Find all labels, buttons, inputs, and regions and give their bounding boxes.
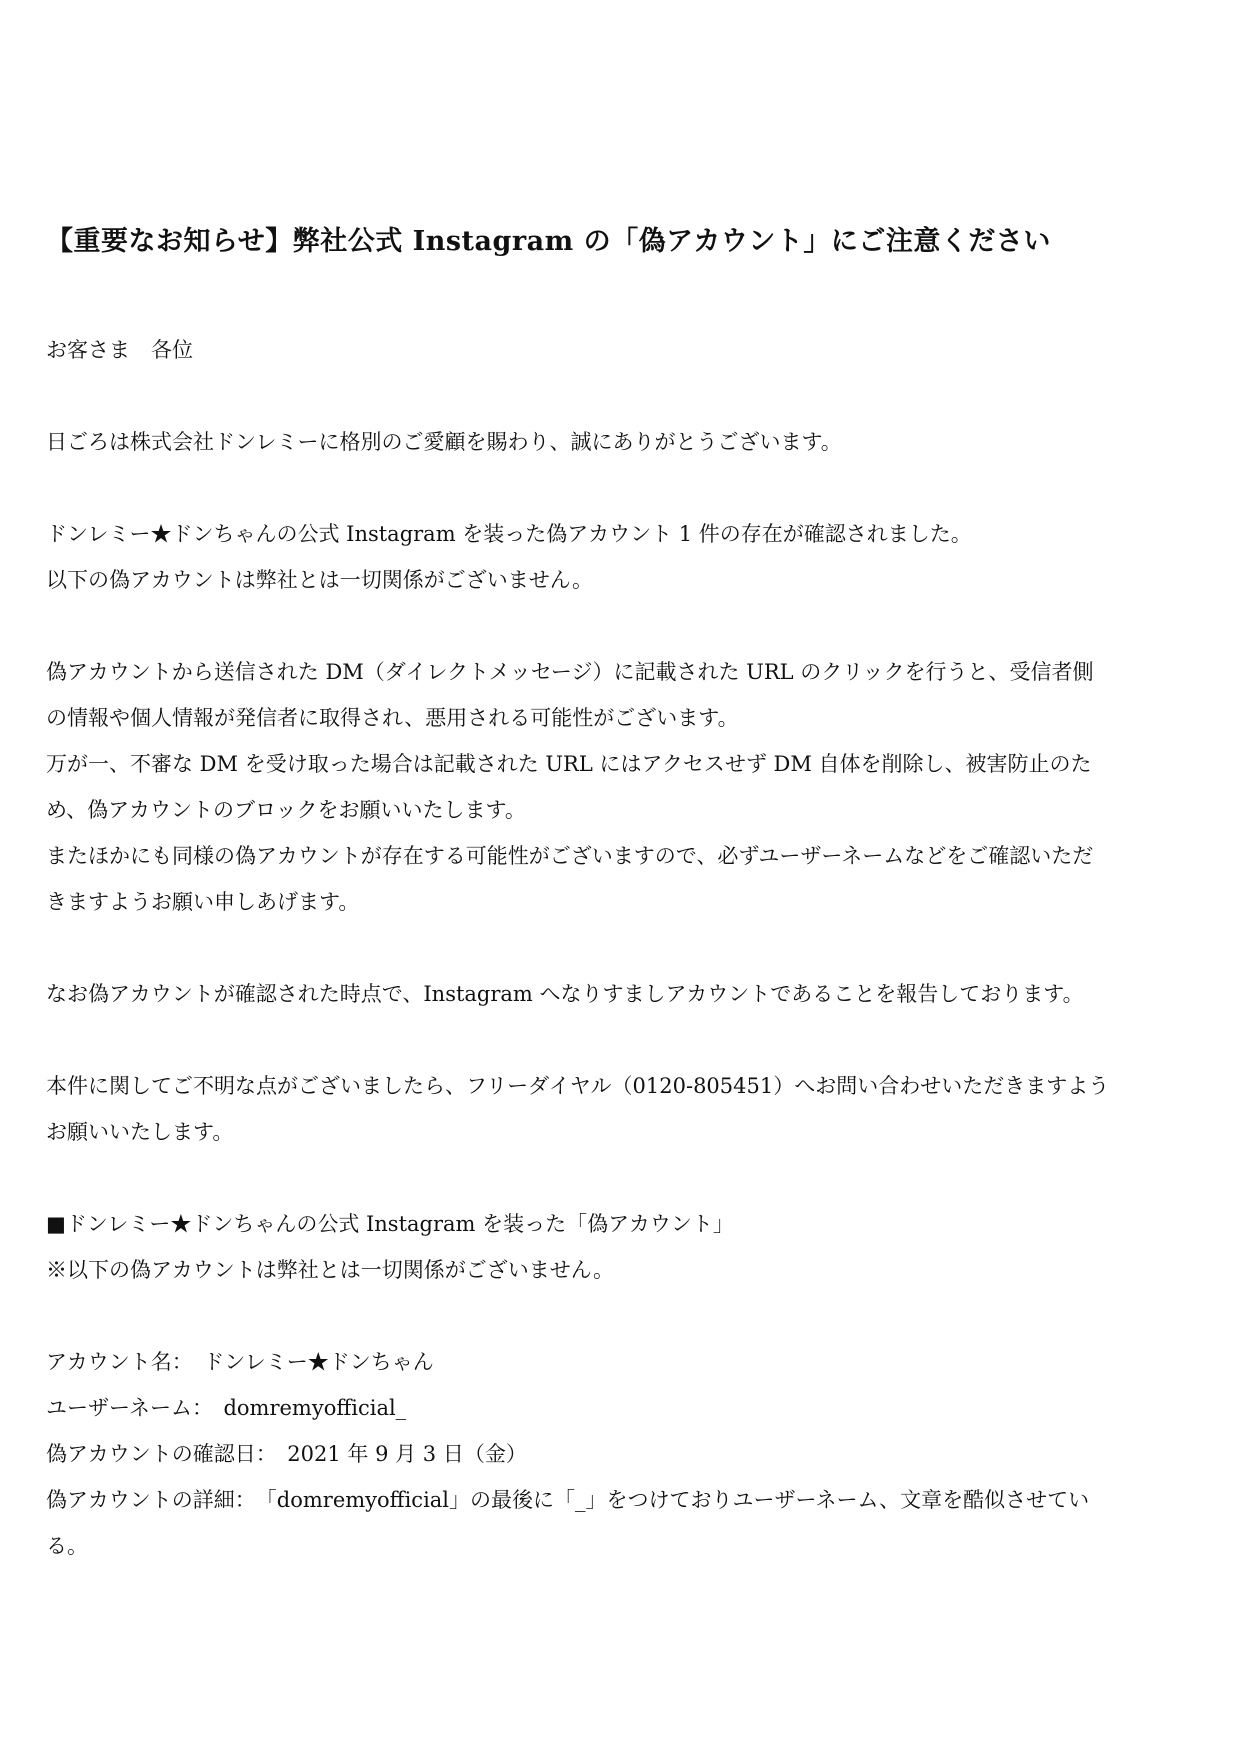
paragraph-line: 万が一、不審な DM を受け取った場合は記載された URL にはアクセスせず DM 自体を削除し、被害防止のた bbox=[46, 752, 1092, 776]
paragraph-line: の情報や個人情報が発信者に取得され、悪用される可能性がございます。 bbox=[46, 706, 739, 730]
paragraph-line: またほかにも同様の偽アカウントが存在する可能性がございますので、必ずユーザーネームなどをご確認いただ bbox=[46, 844, 1094, 868]
detail-description-cont: る。 bbox=[46, 1534, 88, 1558]
paragraph-line: なお偽アカウントが確認された時点で、Instagram へなりすましアカウントであることを報告しております。 bbox=[46, 982, 1084, 1006]
paragraph-line: 偽アカウントから送信された DM（ダイレクトメッセージ）に記載された URL のクリックを行うと、受信者側 bbox=[46, 660, 1094, 684]
section-heading: ■ドンレミー★ドンちゃんの公式 Instagram を装った「偽アカウント」 bbox=[46, 1212, 734, 1236]
paragraph-line: ドンレミー★ドンちゃんの公式 Instagram を装った偽アカウント 1 件の存在が確認されました。 bbox=[46, 522, 972, 546]
detail-description: 偽アカウントの詳細： 「domremyofficial」の最後に「_」をつけておりユーザーネーム、文章を酷似させてい bbox=[46, 1488, 1090, 1512]
paragraph-line: め、偽アカウントのブロックをお願いいたします。 bbox=[46, 798, 526, 822]
paragraph-line: 以下の偽アカウントは弊社とは一切関係がございません。 bbox=[46, 568, 594, 592]
detail-confirmed-date: 偽アカウントの確認日： 2021 年 9 月 3 日（金） bbox=[46, 1442, 527, 1466]
paragraph-line: お願いいたします。 bbox=[46, 1120, 234, 1144]
salutation: お客さま 各位 bbox=[46, 338, 193, 362]
notice-title: 【重要なお知らせ】弊社公式 Instagram の「偽アカウント」にご注意ください bbox=[46, 226, 1051, 257]
notice-body bbox=[46, 327, 1196, 1569]
paragraph-line: きますようお願い申しあげます。 bbox=[46, 890, 360, 914]
detail-username: ユーザーネーム： domremyofficial_ bbox=[46, 1396, 407, 1420]
paragraph-line: 本件に関してご不明な点がございましたら、フリーダイヤル（0120-805451）へお問い合わせいただきますよう bbox=[46, 1074, 1110, 1098]
greeting: 日ごろは株式会社ドンレミーに格別のご愛顧を賜わり、誠にありがとうございます。 bbox=[46, 430, 842, 454]
detail-account-name: アカウント名： ドンレミー★ドンちゃん bbox=[46, 1350, 434, 1374]
section-note: ※以下の偽アカウントは弊社とは一切関係がございません。 bbox=[46, 1258, 615, 1282]
